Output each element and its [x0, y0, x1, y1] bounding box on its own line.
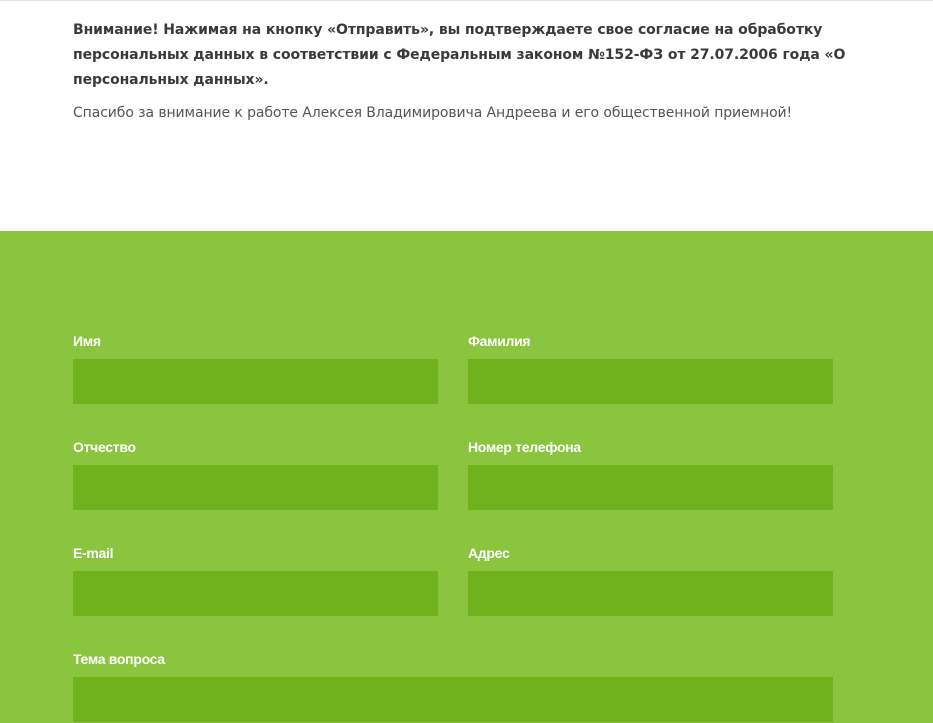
address-input[interactable] — [468, 571, 833, 616]
phone-input[interactable] — [468, 465, 833, 510]
consent-notice: Внимание! Нажимая на кнопку «Отправить», вы подтверждаете свое согласие на обработку персональных данных в соответствии с Федеральным законом №152-ФЗ от 27.07.2006 года «О персональных данных». — [73, 22, 846, 88]
email-input[interactable] — [73, 571, 438, 616]
email-label: E-mail — [73, 545, 114, 561]
first-name-label: Имя — [73, 333, 101, 349]
topic-label: Тема вопроса — [73, 651, 165, 667]
topic-input[interactable] — [73, 677, 833, 722]
patronymic-label: Отчество — [73, 439, 136, 455]
patronymic-input[interactable] — [73, 465, 438, 510]
last-name-label: Фамилия — [468, 333, 531, 349]
first-name-input[interactable] — [73, 359, 438, 404]
contact-form — [0, 231, 933, 723]
divider — [0, 0, 933, 1]
thanks-message: Спасибо за внимание к работе Алексея Владимировича Андреева и его общественной приемной! — [73, 105, 793, 121]
address-label: Адрес — [468, 545, 510, 561]
phone-label: Номер телефона — [468, 439, 581, 455]
intro-section — [0, 0, 933, 231]
last-name-input[interactable] — [468, 359, 833, 404]
